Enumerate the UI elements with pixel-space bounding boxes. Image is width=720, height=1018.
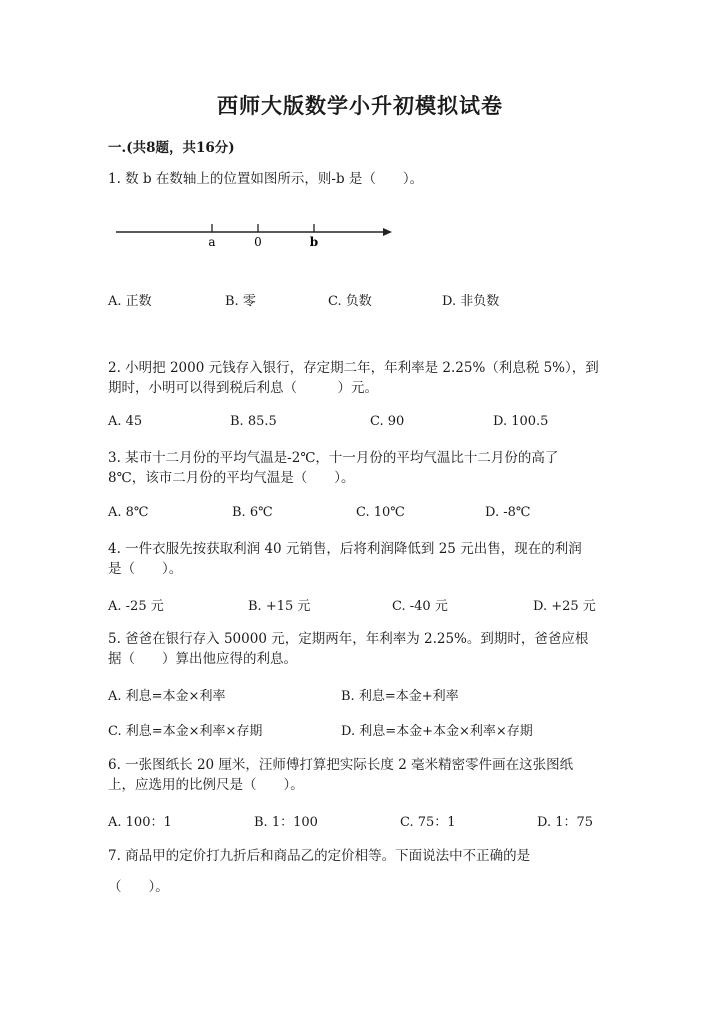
question-text-continued: 8℃，该市二月份的平均气温是（ ）。 xyxy=(108,470,355,486)
page-title: 西师大版数学小升初模拟试卷 xyxy=(217,93,503,118)
option-b: B. 利息=本金+利率 xyxy=(341,689,459,704)
option-a: A. 45 xyxy=(108,414,143,429)
option-c: C. 90 xyxy=(370,414,405,429)
option-a: A. -25 元 xyxy=(108,599,164,614)
section-header: 一.(共8题，共16分) xyxy=(108,140,235,156)
option-c: C. 利息=本金×利率×存期 xyxy=(108,724,263,739)
option-d: D. 1：75 xyxy=(537,815,594,830)
option-b: B. +15 元 xyxy=(248,599,311,614)
question-text: 4. 一件衣服先按获取利润 40 元销售，后将利润降低到 25 元出售，现在的利润 xyxy=(108,541,582,557)
option-b: B. 零 xyxy=(225,294,256,309)
point-label-zero: 0 xyxy=(254,235,262,249)
option-a: A. 利息=本金×利率 xyxy=(108,689,226,704)
question-text: 3. 某市十二月份的平均气温是-2℃，十一月份的平均气温比十二月份的高了 xyxy=(108,450,559,466)
point-label-a: a xyxy=(208,235,216,249)
option-c: C. -40 元 xyxy=(392,599,448,614)
question-text: 1. 数 b 在数轴上的位置如图所示，则-b 是（ ）。 xyxy=(108,171,424,187)
option-d: D. +25 元 xyxy=(533,599,596,614)
option-d: D. 100.5 xyxy=(493,414,549,429)
option-a: A. 100：1 xyxy=(108,815,172,830)
option-d: D. 非负数 xyxy=(442,294,500,309)
option-d: D. -8℃ xyxy=(485,505,531,520)
option-b: B. 6℃ xyxy=(232,505,273,520)
option-b: B. 85.5 xyxy=(230,414,277,429)
option-c: C. 10℃ xyxy=(356,505,405,520)
point-label-b: b xyxy=(309,235,319,249)
option-a: A. 正数 xyxy=(108,294,152,309)
question-text: 7. 商品甲的定价打九折后和商品乙的定价相等。下面说法中不正确的是 xyxy=(108,848,531,864)
question-text-continued: 期时，小明可以得到税后利息（ ）元。 xyxy=(108,380,378,396)
option-d: D. 利息=本金+本金×利率×存期 xyxy=(341,724,533,739)
question-text: 2. 小明把 2000 元钱存入银行，存定期二年，年利率是 2.25%（利息税 5%），到 xyxy=(108,360,599,376)
question-text: 5. 爸爸在银行存入 50000 元，定期两年，年利率为 2.25%。到期时，爸爸应根 xyxy=(108,631,589,647)
question-text: 6. 一张图纸长 20 厘米，汪师傅打算把实际长度 2 毫米精密零件画在这张图纸 xyxy=(108,757,574,773)
number-line-figure xyxy=(108,214,408,254)
option-c: C. 75：1 xyxy=(400,815,456,830)
option-c: C. 负数 xyxy=(328,294,372,309)
arrow-head-icon xyxy=(383,228,392,236)
question-text-continued: 上，应选用的比例尺是（ ）。 xyxy=(108,777,304,793)
question-text-continued: 据（ ）算出他应得的利息。 xyxy=(108,651,297,667)
question-text-continued: （ ）。 xyxy=(108,879,169,895)
question-text-continued: 是（ ）。 xyxy=(108,561,183,577)
option-a: A. 8℃ xyxy=(108,505,149,520)
option-b: B. 1：100 xyxy=(254,815,318,830)
